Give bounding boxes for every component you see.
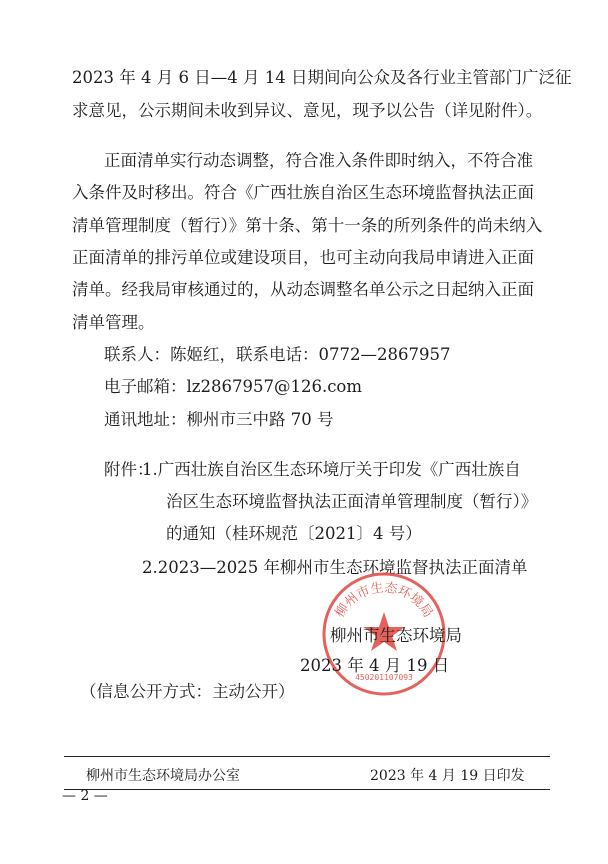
footer-bottom-rule bbox=[64, 789, 550, 790]
disclosure-note: （信息公开方式：主动公开） bbox=[80, 682, 295, 701]
para2-line-1: 正面清单实行动态调整，符合准入条件即时纳入，不符合准 bbox=[104, 151, 533, 170]
para2-line-6: 清单管理。 bbox=[72, 313, 155, 332]
seal-text: 柳州市生态环境局 bbox=[332, 580, 436, 621]
footer-top-rule bbox=[64, 756, 550, 757]
para1-line-2: 求意见，公示期间未收到异议、意见，现予以公告（详见附件）。 bbox=[72, 101, 543, 120]
attachment-1-line-2: 治区生态环境监督执法正面清单管理制度（暂行）》 bbox=[166, 492, 538, 511]
seal-code: 450201107093 bbox=[355, 673, 413, 682]
para1-line-1: 2023 年 4 月 6 日—4 月 14 日期间向公众及各行业主管部门广泛征 bbox=[72, 68, 572, 87]
signature-org: 柳州市生态环境局 bbox=[330, 626, 462, 645]
signature-date: 2023 年 4 月 19 日 bbox=[300, 656, 450, 675]
contact-line: 联系人：陈姬红，联系电话：0772—2867957 bbox=[104, 345, 451, 364]
issuing-office: 柳州市生态环境局办公室 bbox=[86, 768, 240, 784]
attachment-2: 2.2023—2025 年柳州市生态环境监督执法正面清单 bbox=[142, 558, 528, 577]
attachment-1-line-3: 的通知（桂环规范〔2021〕4 号） bbox=[166, 524, 422, 543]
issue-date: 2023 年 4 月 19 日印发 bbox=[370, 768, 525, 784]
para2-line-2: 入条件及时移出。符合《广西壮族自治区生态环境监督执法正面 bbox=[72, 183, 534, 202]
attachment-1-line-1: 1.广西壮族自治区生态环境厅关于印发《广西壮族自 bbox=[142, 460, 521, 479]
attachments-label: 附件： bbox=[104, 460, 154, 479]
page-number: — 2 — bbox=[62, 788, 108, 804]
address-line: 通讯地址：柳州市三中路 70 号 bbox=[104, 410, 334, 429]
para2-line-5: 清单。经我局审核通过的，从动态调整名单公示之日起纳入正面 bbox=[72, 280, 534, 299]
email-line: 电子邮箱：lz2867957@126.com bbox=[104, 377, 363, 396]
para2-line-4: 正面清单的排污单位或建设项目，也可主动向我局申请进入正面 bbox=[72, 248, 534, 267]
para2-line-3: 清单管理制度（暂行）》第十条、第十一条的所列条件的尚未纳入 bbox=[72, 216, 543, 235]
